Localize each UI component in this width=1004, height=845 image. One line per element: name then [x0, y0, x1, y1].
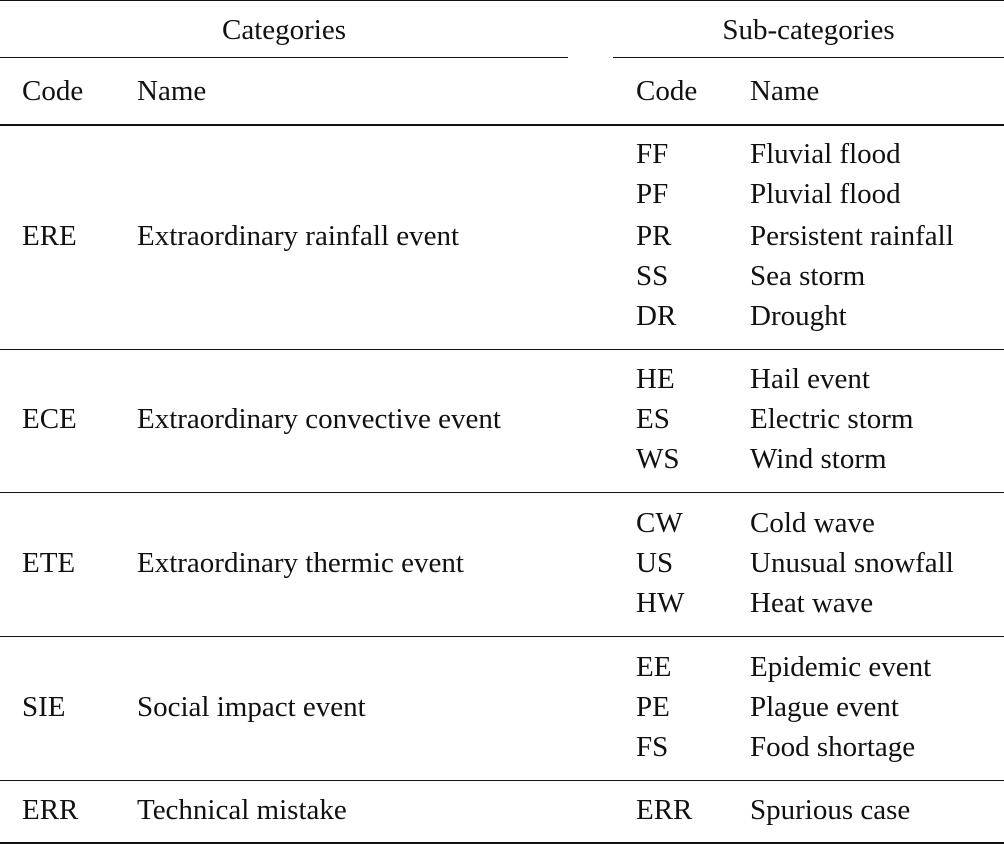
row-divider — [0, 349, 1004, 350]
subcategory-code: ES — [636, 403, 670, 435]
category-name: Extraordinary thermic event — [137, 547, 464, 579]
code-column-header: Code — [22, 75, 84, 107]
subcategory-name: Drought — [750, 300, 847, 332]
name-column-header: Name — [137, 75, 207, 107]
subcategory-code: US — [636, 547, 674, 579]
subcategory-code: PR — [636, 220, 672, 252]
subcategory-name: Sea storm — [750, 260, 866, 292]
sub-name-column-header: Name — [750, 75, 820, 107]
subcategory-name: Food shortage — [750, 731, 916, 763]
category-name: Extraordinary convective event — [137, 403, 501, 435]
category-code: ERR — [22, 794, 79, 826]
subcategory-name: Epidemic event — [750, 651, 932, 683]
subcategory-code: PE — [636, 691, 670, 723]
category-code: ECE — [22, 403, 77, 435]
subcategory-code: HE — [636, 363, 675, 395]
subcategory-name: Unusual snowfall — [750, 547, 954, 579]
bottom-rule — [0, 842, 1004, 844]
top-rule — [0, 0, 1004, 1]
row-divider — [0, 492, 1004, 493]
subcategory-code: CW — [636, 507, 683, 539]
subcategory-name: Spurious case — [750, 794, 911, 826]
row-divider — [0, 636, 1004, 637]
subcategory-name: Hail event — [750, 363, 870, 395]
category-code: ETE — [22, 547, 76, 579]
subcategory-code: PF — [636, 178, 669, 210]
subcategory-name: Cold wave — [750, 507, 875, 539]
category-name: Technical mistake — [137, 794, 347, 826]
subcategories-header: Sub-categories — [722, 14, 895, 46]
subcategory-code: WS — [636, 443, 680, 475]
category-code: SIE — [22, 691, 66, 723]
header-rule — [0, 124, 1004, 126]
subcategory-code: FS — [636, 731, 669, 763]
subcategory-name: Pluvial flood — [750, 178, 901, 210]
subcategory-name: Heat wave — [750, 587, 874, 619]
subcategory-code: HW — [636, 587, 685, 619]
category-name: Social impact event — [137, 691, 366, 723]
categories-underline — [0, 57, 568, 58]
subcategory-name: Electric storm — [750, 403, 914, 435]
subcategory-code: DR — [636, 300, 677, 332]
subcategories-underline — [613, 57, 1004, 58]
subcategory-name: Wind storm — [750, 443, 887, 475]
sub-code-column-header: Code — [636, 75, 698, 107]
subcategory-name: Plague event — [750, 691, 899, 723]
category-name: Extraordinary rainfall event — [137, 220, 460, 252]
subcategory-code: FF — [636, 138, 669, 170]
subcategory-name: Persistent rainfall — [750, 220, 954, 252]
subcategory-code: SS — [636, 260, 669, 292]
subcategory-code: EE — [636, 651, 672, 683]
subcategory-name: Fluvial flood — [750, 138, 901, 170]
row-divider — [0, 780, 1004, 781]
category-code: ERE — [22, 220, 77, 252]
categories-header: Categories — [221, 14, 346, 46]
subcategory-code: ERR — [636, 794, 693, 826]
